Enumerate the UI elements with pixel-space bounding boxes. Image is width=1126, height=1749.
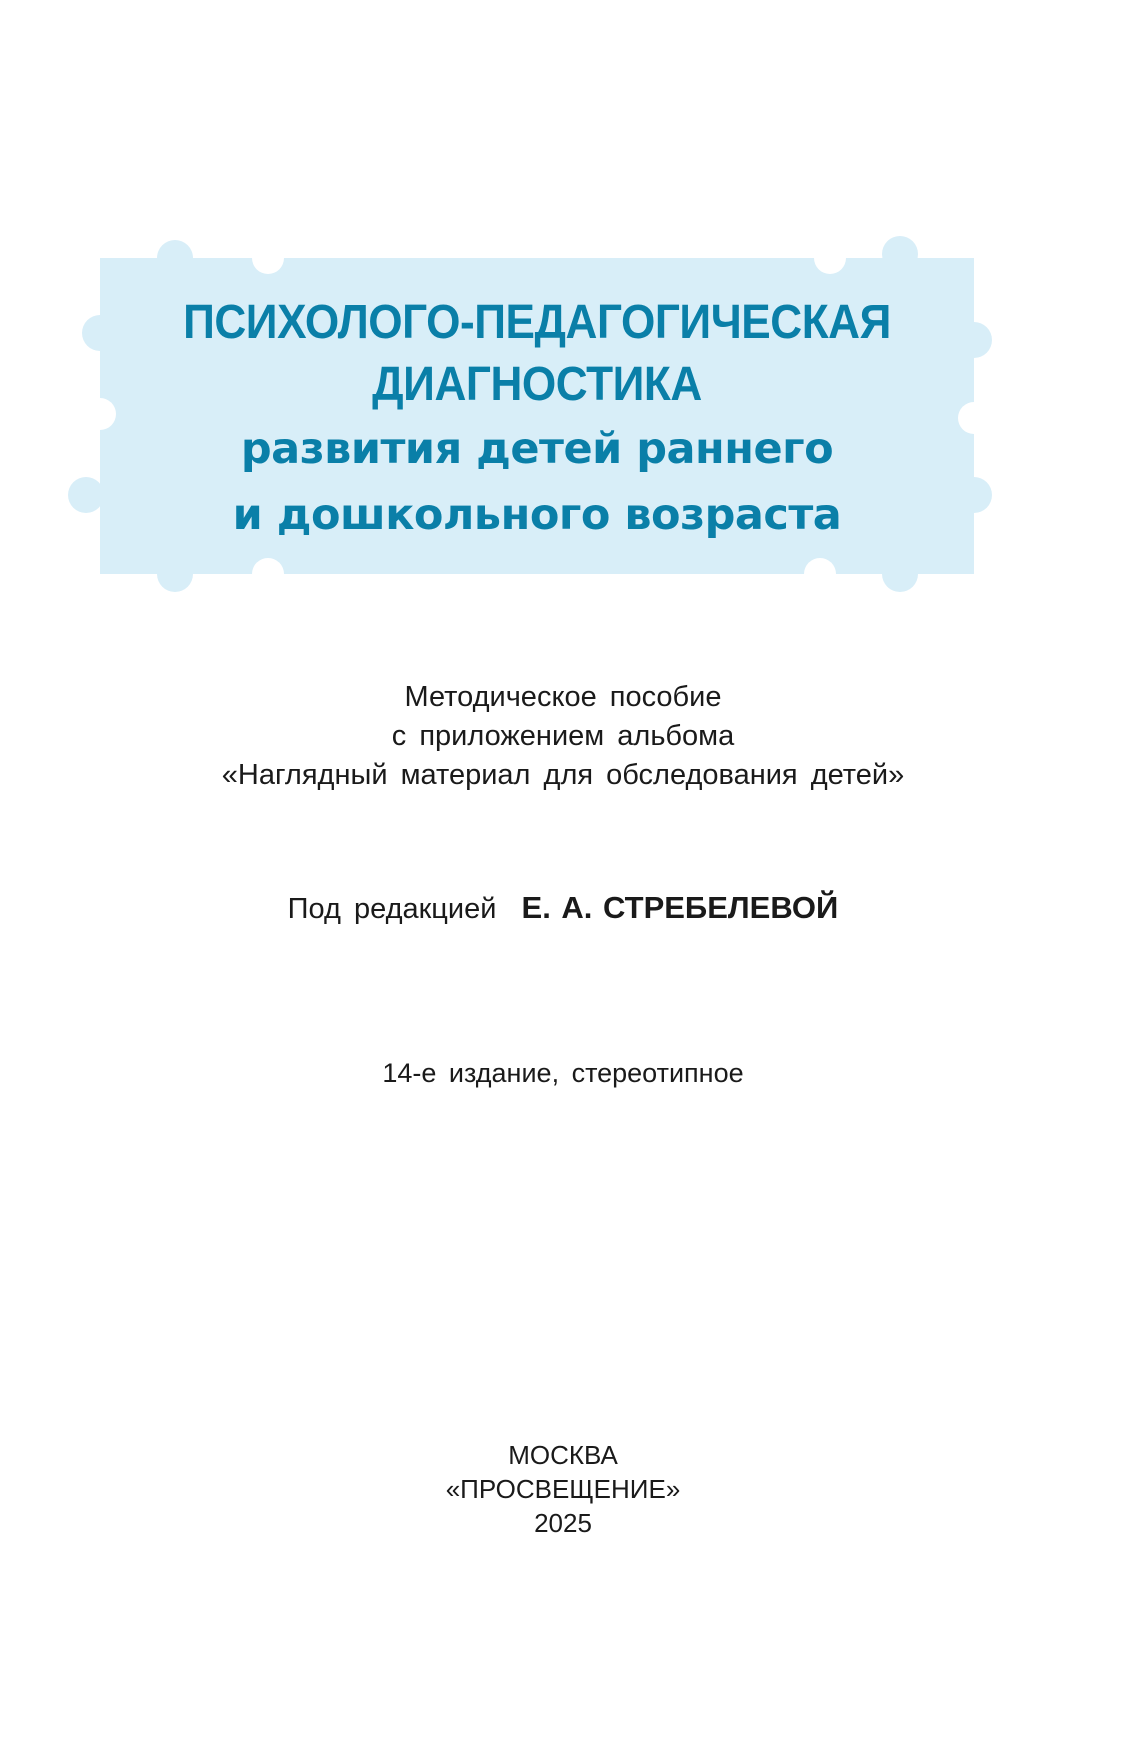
subtitle-line-1: Методическое пособие <box>404 681 722 713</box>
book-subtitle <box>0 678 1126 795</box>
subtitle-line-3: «Наглядный материал для обследования детей» <box>221 759 905 791</box>
publisher-imprint <box>0 1438 1126 1540</box>
editor-prefix: Под редакцией <box>287 893 497 925</box>
title-panel <box>100 258 974 574</box>
title-line-4: и дошкольного возраста <box>232 490 842 540</box>
title-line-2: ДИАГНОСТИКА <box>372 358 702 411</box>
title-line-1: ПСИХОЛОГО-ПЕДАГОГИЧЕСКАЯ <box>183 296 891 349</box>
edition-note: 14-е издание, стереотипное <box>382 1058 744 1088</box>
editor-name: Е. А. СТРЕБЕЛЕВОЙ <box>521 890 839 925</box>
subtitle-line-2: с приложением альбома <box>391 720 735 752</box>
editor-credit <box>0 888 1126 929</box>
title-line-3: развития детей раннего <box>240 424 834 474</box>
imprint-city: МОСКВА <box>508 1440 618 1470</box>
imprint-year: 2025 <box>534 1508 592 1538</box>
imprint-publisher: «ПРОСВЕЩЕНИЕ» <box>445 1474 681 1504</box>
book-title <box>100 258 974 574</box>
